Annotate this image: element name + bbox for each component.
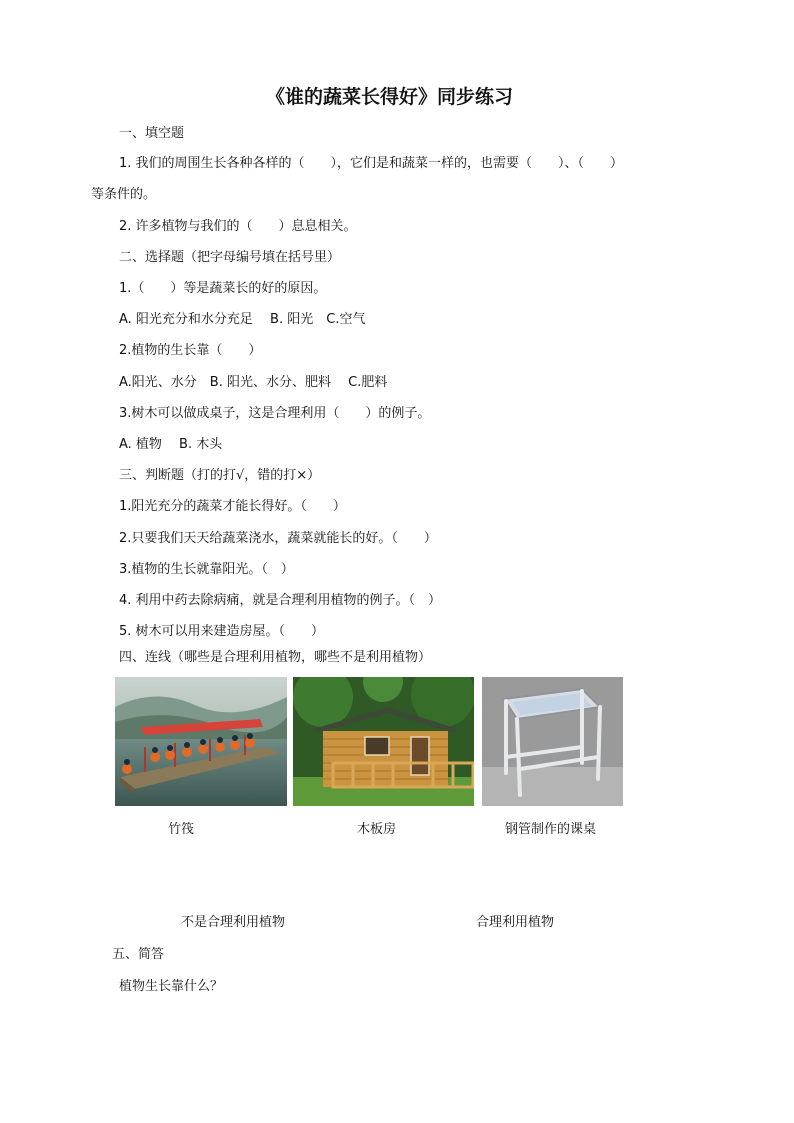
judge-question-4: 4. 利用中药去除病痛，就是合理利用植物的例子。（ ） [119,593,442,608]
bamboo-raft-photo [115,677,287,806]
choice-question-3-options: A. 植物 B. 木头 [119,437,223,452]
choice-question-3: 3.树木可以做成桌子，这是合理利用（ ）的例子。 [119,406,431,421]
caption-wooden-cabin: 木板房 [357,822,397,837]
judge-question-5: 5. 树木可以用来建造房屋。（ ） [119,624,325,639]
section-fill-blank: 一、填空题 [119,126,185,141]
section-judge: 三、判断题（打的打√，错的打×） [119,468,321,483]
match-target-not-reasonable: 不是合理利用植物 [181,915,286,930]
judge-question-1: 1.阳光充分的蔬菜才能长得好。（ ） [119,499,346,514]
choice-question-1-options: A. 阳光充分和水分充足 B. 阳光 C.空气 [119,312,366,327]
section-matching: 四、连线（哪些是合理利用植物，哪些不是利用植物） [119,650,432,665]
wooden-cabin-photo [293,677,474,806]
short-answer-question-1: 植物生长靠什么？ [119,979,224,994]
fill-question-1-line-2: 等条件的。 [91,187,157,202]
fill-question-2: 2. 许多植物与我们的（ ）息息相关。 [119,219,357,234]
steel-desk-photo [482,677,623,806]
choice-question-2-options: A.阳光、水分 B. 阳光、水分、肥料 C.肥料 [119,375,388,390]
choice-question-2: 2.植物的生长靠（ ） [119,343,262,358]
section-choice: 二、选择题（把字母编号填在括号里） [119,250,341,265]
match-target-reasonable: 合理利用植物 [476,915,555,930]
choice-question-1: 1.（ ）等是蔬菜长的好的原因。 [119,281,327,296]
page-title: 《谁的蔬菜长得好》同步练习 [266,86,514,108]
section-short-answer: 五、简答 [112,947,165,962]
judge-question-2: 2.只要我们天天给蔬菜浇水，蔬菜就能长的好。（ ） [119,531,437,546]
fill-question-1-line-1: 1. 我们的周围生长各种各样的（ ），它们是和蔬菜一样的，也需要（ ）、（ ） [119,156,624,171]
judge-question-3: 3.植物的生长就靠阳光。（ ） [119,562,294,577]
caption-steel-desk: 钢管制作的课桌 [505,822,597,837]
caption-bamboo-raft: 竹筏 [168,822,195,837]
